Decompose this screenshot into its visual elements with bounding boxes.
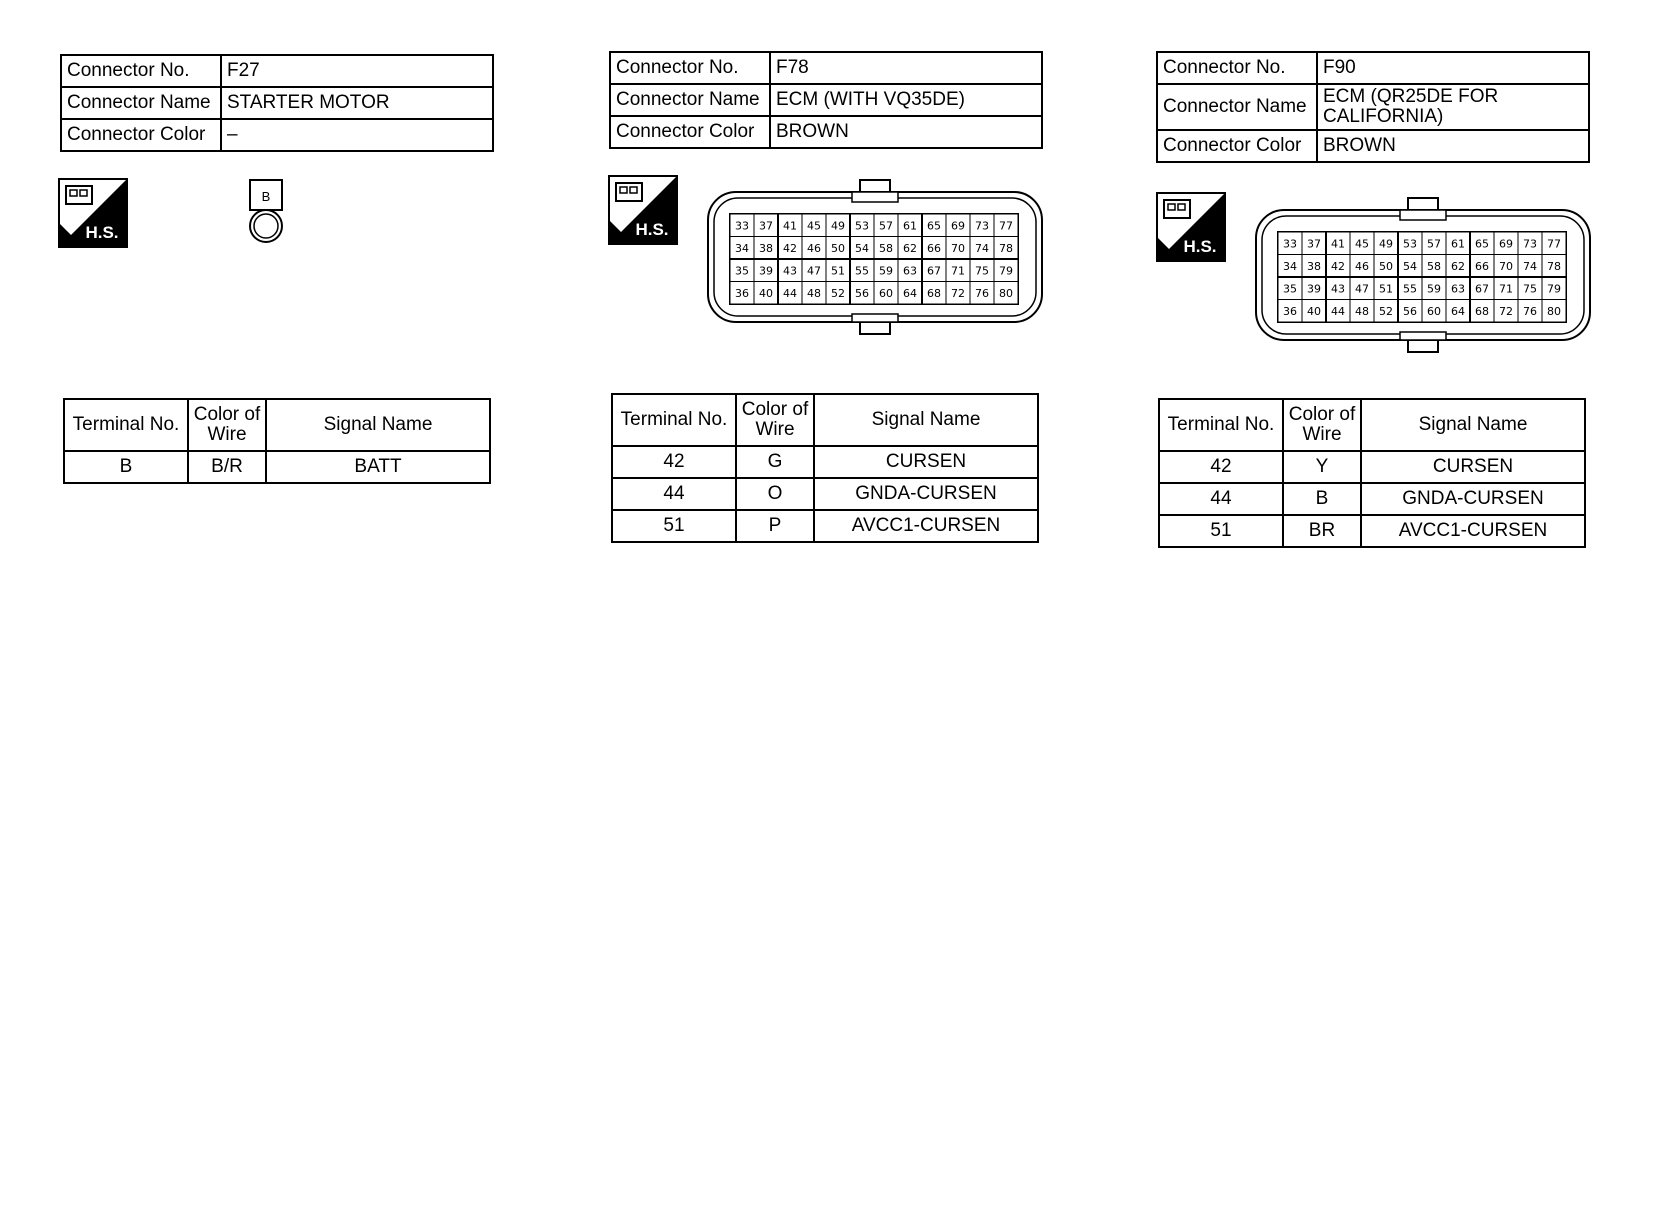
connector-no: F78 (770, 52, 1042, 84)
pin-number: 52 (831, 286, 845, 300)
connector-name: ECM (QR25DE FOR CALIFORNIA) (1317, 84, 1589, 130)
pin-number: 41 (1331, 237, 1345, 251)
header-terminal-no: Terminal No. (64, 399, 188, 451)
pin-number: 48 (1355, 304, 1369, 318)
header-terminal-no: Terminal No. (612, 394, 736, 446)
pin-number: 33 (735, 219, 749, 233)
pin-number: 64 (903, 286, 917, 300)
pin-number: 47 (1355, 282, 1369, 296)
wire-color-cell: B/R (188, 451, 266, 483)
pin-number: 59 (1427, 282, 1441, 296)
connector-name-label: Connector Name (1157, 84, 1317, 130)
pin-number: 35 (735, 264, 749, 278)
connector-name-label: Connector Name (610, 84, 770, 116)
pin-number: 45 (1355, 237, 1369, 251)
pin-number: 70 (951, 241, 965, 255)
pin-number: 53 (1403, 237, 1417, 251)
table-row (612, 478, 1038, 510)
signal-name-cell: AVCC1-CURSEN (1361, 515, 1585, 547)
pin-number: 40 (1307, 304, 1321, 318)
terminal-cell: 44 (612, 478, 736, 510)
wire-color-cell: G (736, 446, 814, 478)
pin-number: 65 (927, 219, 941, 233)
connector-name-label: Connector Name (61, 87, 221, 119)
pin-number: 36 (1283, 304, 1297, 318)
connector-no: F90 (1317, 52, 1589, 84)
connector-name: ECM (WITH VQ35DE) (770, 84, 1042, 116)
pin-number: 72 (1499, 304, 1513, 318)
pin-number: 36 (735, 286, 749, 300)
pin-number: 69 (951, 219, 965, 233)
pin-number: 73 (975, 219, 989, 233)
table-row (612, 510, 1038, 542)
connector-f90-terminal-table (1158, 398, 1586, 548)
terminal-b-label: B (261, 189, 271, 204)
pin-number: 39 (1307, 282, 1321, 296)
connector-no-label: Connector No. (610, 52, 770, 84)
hs-badge-text: H.S. (635, 220, 669, 239)
pin-number: 75 (975, 264, 989, 278)
connector-color-label: Connector Color (1157, 130, 1317, 162)
terminal-cell: 42 (612, 446, 736, 478)
signal-name-cell: CURSEN (1361, 451, 1585, 483)
wire-color-cell: BR (1283, 515, 1361, 547)
pin-number: 37 (759, 219, 773, 233)
pin-number: 73 (1523, 237, 1537, 251)
pin-number: 51 (1379, 282, 1393, 296)
wire-color-cell: B (1283, 483, 1361, 515)
header-color-of-wire: Color of Wire (736, 394, 814, 446)
ecm-connector-face-f78 (706, 178, 1046, 336)
pin-number: 55 (855, 264, 869, 278)
pin-number: 75 (1523, 282, 1537, 296)
pin-number: 42 (1331, 259, 1345, 273)
header-signal-name: Signal Name (814, 394, 1038, 446)
connector-no: F27 (221, 55, 493, 87)
connector-color-label: Connector Color (610, 116, 770, 148)
pin-number: 54 (1403, 259, 1417, 273)
signal-name-cell: BATT (266, 451, 490, 483)
signal-name-cell: GNDA-CURSEN (1361, 483, 1585, 515)
connector-f90-info (1156, 51, 1590, 163)
hs-badge-text: H.S. (1183, 237, 1217, 256)
pin-number: 46 (807, 241, 821, 255)
pin-number: 63 (903, 264, 917, 278)
pin-number: 34 (735, 241, 749, 255)
header-signal-name: Signal Name (266, 399, 490, 451)
pin-number: 33 (1283, 237, 1297, 251)
pin-number: 45 (807, 219, 821, 233)
pin-number: 66 (927, 241, 941, 255)
pin-number: 54 (855, 241, 869, 255)
pin-number: 41 (783, 219, 797, 233)
pin-number: 44 (1331, 304, 1345, 318)
pin-number: 77 (999, 219, 1013, 233)
pin-number: 66 (1475, 259, 1489, 273)
pin-number: 76 (975, 286, 989, 300)
connector-color: BROWN (770, 116, 1042, 148)
terminal-cell: 42 (1159, 451, 1283, 483)
hs-badge-text: H.S. (85, 223, 119, 242)
pin-number: 42 (783, 241, 797, 255)
connector-f78-info (609, 51, 1043, 149)
table-row (1159, 483, 1585, 515)
harness-side-icon (58, 178, 128, 248)
connector-color: BROWN (1317, 130, 1589, 162)
pin-number: 79 (1547, 282, 1561, 296)
pin-number: 35 (1283, 282, 1297, 296)
pin-number: 52 (1379, 304, 1393, 318)
pin-number: 57 (879, 219, 893, 233)
pin-number: 43 (1331, 282, 1345, 296)
pin-number: 63 (1451, 282, 1465, 296)
pin-number: 61 (1451, 237, 1465, 251)
pin-number: 76 (1523, 304, 1537, 318)
pin-number: 65 (1475, 237, 1489, 251)
pin-number: 38 (1307, 259, 1321, 273)
wire-color-cell: Y (1283, 451, 1361, 483)
pin-number: 37 (1307, 237, 1321, 251)
table-row (612, 446, 1038, 478)
pin-number: 71 (951, 264, 965, 278)
terminal-b-symbol (246, 178, 286, 248)
pin-number: 55 (1403, 282, 1417, 296)
pin-number: 48 (807, 286, 821, 300)
header-color-of-wire: Color of Wire (1283, 399, 1361, 451)
pin-number: 34 (1283, 259, 1297, 273)
connector-f27-terminal-table (63, 398, 491, 484)
signal-name-cell: GNDA-CURSEN (814, 478, 1038, 510)
pin-number: 80 (1547, 304, 1561, 318)
pin-number: 56 (1403, 304, 1417, 318)
pin-number: 79 (999, 264, 1013, 278)
connector-name: STARTER MOTOR (221, 87, 493, 119)
header-signal-name: Signal Name (1361, 399, 1585, 451)
table-row (1159, 451, 1585, 483)
harness-side-icon (608, 175, 678, 245)
wire-color-cell: O (736, 478, 814, 510)
pin-number: 74 (975, 241, 989, 255)
pin-number: 70 (1499, 259, 1513, 273)
pin-number: 50 (831, 241, 845, 255)
pin-number: 74 (1523, 259, 1537, 273)
pin-number: 39 (759, 264, 773, 278)
pin-number: 51 (831, 264, 845, 278)
pin-number: 60 (879, 286, 893, 300)
pin-number: 58 (879, 241, 893, 255)
pin-grid (1278, 232, 1566, 322)
pin-number: 71 (1499, 282, 1513, 296)
pin-number: 50 (1379, 259, 1393, 273)
pin-number: 44 (783, 286, 797, 300)
ecm-connector-face-f90 (1254, 196, 1594, 354)
pin-number: 46 (1355, 259, 1369, 273)
terminal-cell: 51 (1159, 515, 1283, 547)
pin-number: 43 (783, 264, 797, 278)
pin-number: 40 (759, 286, 773, 300)
signal-name-cell: CURSEN (814, 446, 1038, 478)
pin-number: 77 (1547, 237, 1561, 251)
pin-number: 62 (1451, 259, 1465, 273)
pin-grid (730, 214, 1018, 304)
connector-f27-info (60, 54, 494, 152)
pin-number: 53 (855, 219, 869, 233)
pin-number: 67 (927, 264, 941, 278)
terminal-cell: 44 (1159, 483, 1283, 515)
connector-f78-terminal-table (611, 393, 1039, 543)
pin-number: 61 (903, 219, 917, 233)
pin-number: 78 (999, 241, 1013, 255)
connector-color: – (221, 119, 493, 151)
pin-number: 69 (1499, 237, 1513, 251)
pin-number: 80 (999, 286, 1013, 300)
signal-name-cell: AVCC1-CURSEN (814, 510, 1038, 542)
pin-number: 49 (831, 219, 845, 233)
terminal-cell: B (64, 451, 188, 483)
header-color-of-wire: Color of Wire (188, 399, 266, 451)
pin-number: 67 (1475, 282, 1489, 296)
pin-number: 68 (927, 286, 941, 300)
pin-number: 72 (951, 286, 965, 300)
pin-number: 38 (759, 241, 773, 255)
pin-number: 58 (1427, 259, 1441, 273)
pin-number: 60 (1427, 304, 1441, 318)
header-terminal-no: Terminal No. (1159, 399, 1283, 451)
pin-number: 68 (1475, 304, 1489, 318)
connector-color-label: Connector Color (61, 119, 221, 151)
harness-side-icon (1156, 192, 1226, 262)
table-row (1159, 515, 1585, 547)
pin-number: 78 (1547, 259, 1561, 273)
pin-number: 56 (855, 286, 869, 300)
pin-number: 64 (1451, 304, 1465, 318)
wire-color-cell: P (736, 510, 814, 542)
connector-no-label: Connector No. (61, 55, 221, 87)
pin-number: 59 (879, 264, 893, 278)
pin-number: 57 (1427, 237, 1441, 251)
terminal-cell: 51 (612, 510, 736, 542)
table-row (64, 451, 490, 483)
connector-no-label: Connector No. (1157, 52, 1317, 84)
pin-number: 49 (1379, 237, 1393, 251)
pin-number: 47 (807, 264, 821, 278)
pin-number: 62 (903, 241, 917, 255)
